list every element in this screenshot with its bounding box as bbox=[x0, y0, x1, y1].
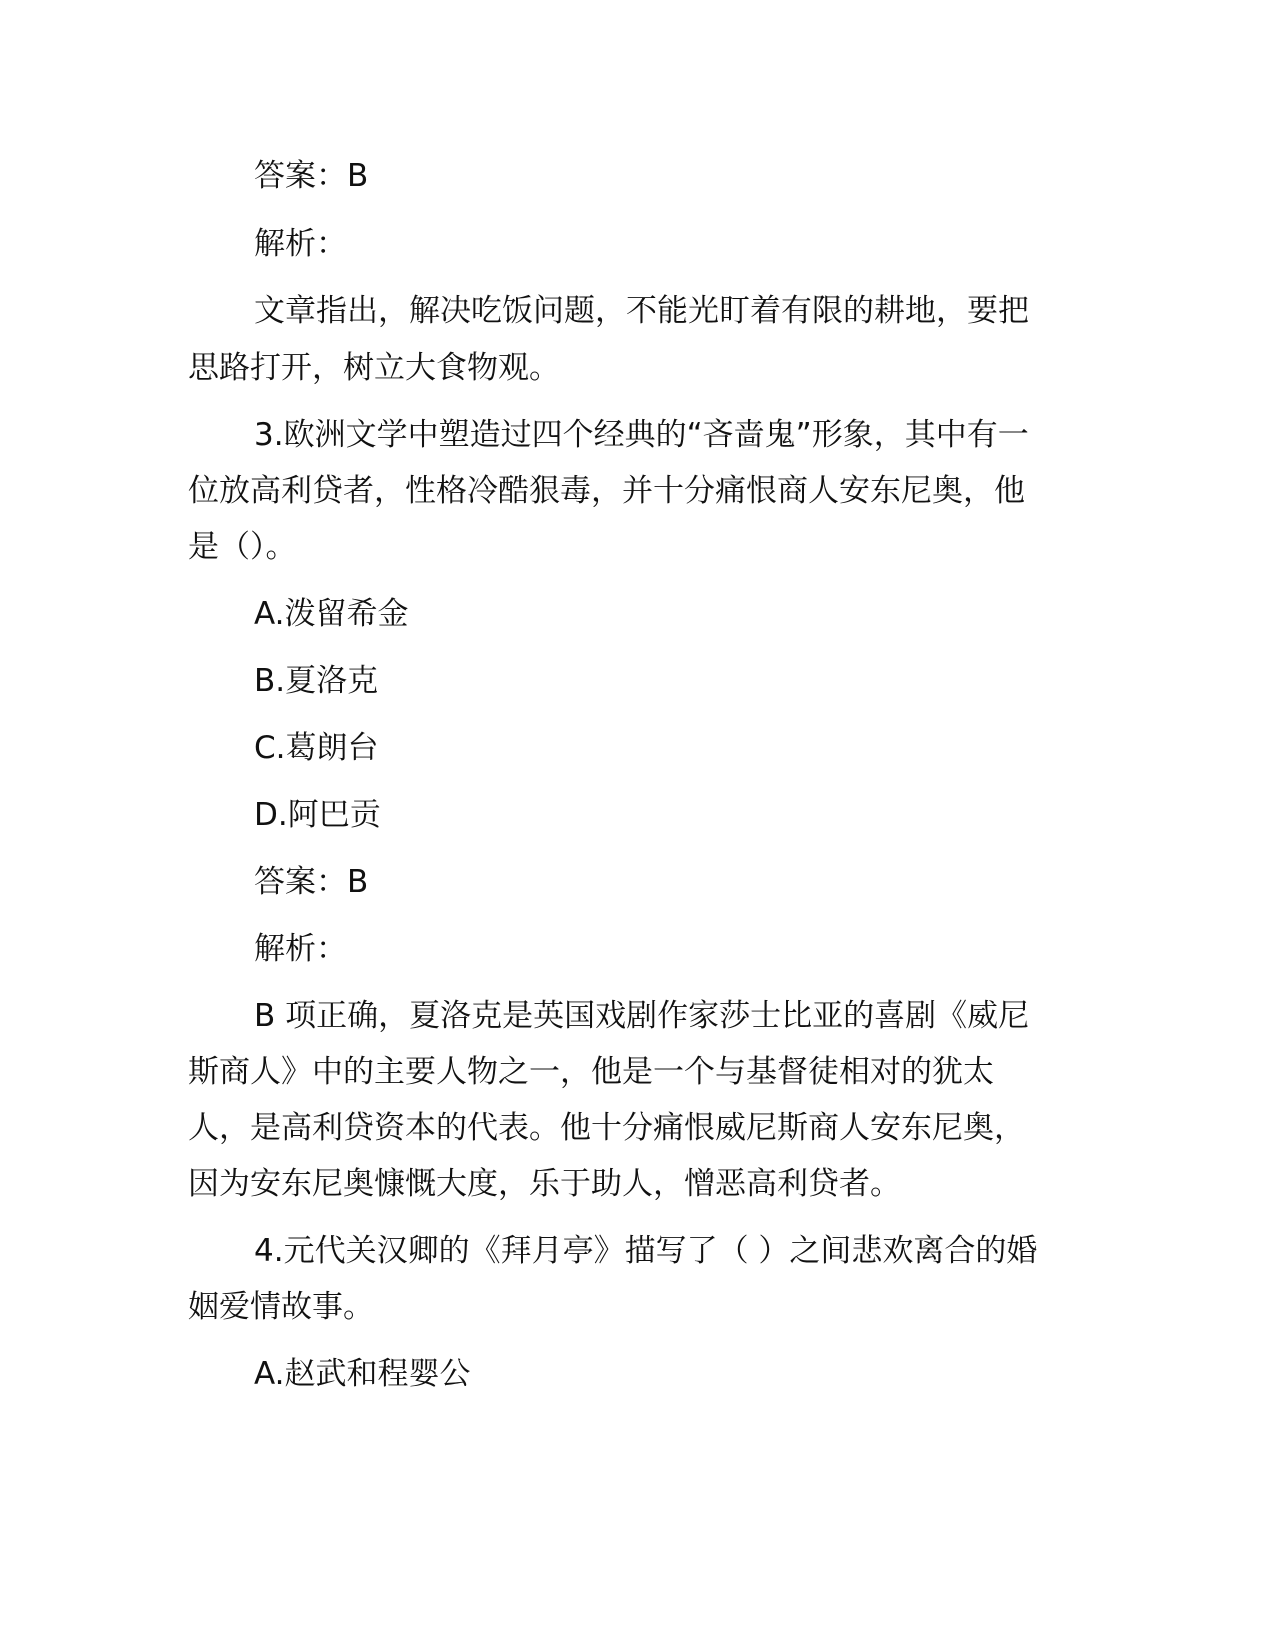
question-3-line: 位放高利贷者，性格冷酷狠毒，并十分痛恨商人安东尼奥，他 bbox=[188, 473, 1025, 509]
option-b: B.夏洛克 bbox=[254, 663, 379, 699]
option-c: C.葛朗台 bbox=[254, 730, 379, 766]
question-4-line: 姻爱情故事。 bbox=[188, 1289, 374, 1325]
analysis-text-line: B 项正确，夏洛克是英国戏剧作家莎士比亚的喜剧《威尼 bbox=[254, 998, 1030, 1034]
answer-line: 答案：B bbox=[254, 864, 369, 900]
analysis-text-line: 斯商人》中的主要人物之一，他是一个与基督徒相对的犹太 bbox=[188, 1054, 994, 1090]
answer-line: 答案：B bbox=[254, 158, 369, 194]
analysis-text-line: 思路打开，树立大食物观。 bbox=[188, 350, 560, 386]
question-3-line: 是（）。 bbox=[188, 529, 297, 565]
question-3-line: 3.欧洲文学中塑造过四个经典的“吝啬鬼”形象，其中有一 bbox=[254, 417, 1029, 453]
analysis-text-line: 人，是高利贷资本的代表。他十分痛恨威尼斯商人安东尼奥， bbox=[188, 1110, 1025, 1146]
question-4-line: 4.元代关汉卿的《拜月亭》描写了（ ）之间悲欢离合的婚 bbox=[254, 1233, 1038, 1269]
option-a: A.赵武和程婴公 bbox=[254, 1356, 471, 1392]
analysis-label: 解析： bbox=[254, 931, 347, 967]
analysis-text-line: 文章指出，解决吃饭问题，不能光盯着有限的耕地，要把 bbox=[254, 293, 1029, 329]
analysis-text-line: 因为安东尼奥慷慨大度，乐于助人，憎恶高利贷者。 bbox=[188, 1166, 901, 1202]
option-a: A.泼留希金 bbox=[254, 596, 409, 632]
option-d: D.阿巴贡 bbox=[254, 797, 381, 833]
analysis-label: 解析： bbox=[254, 226, 347, 262]
